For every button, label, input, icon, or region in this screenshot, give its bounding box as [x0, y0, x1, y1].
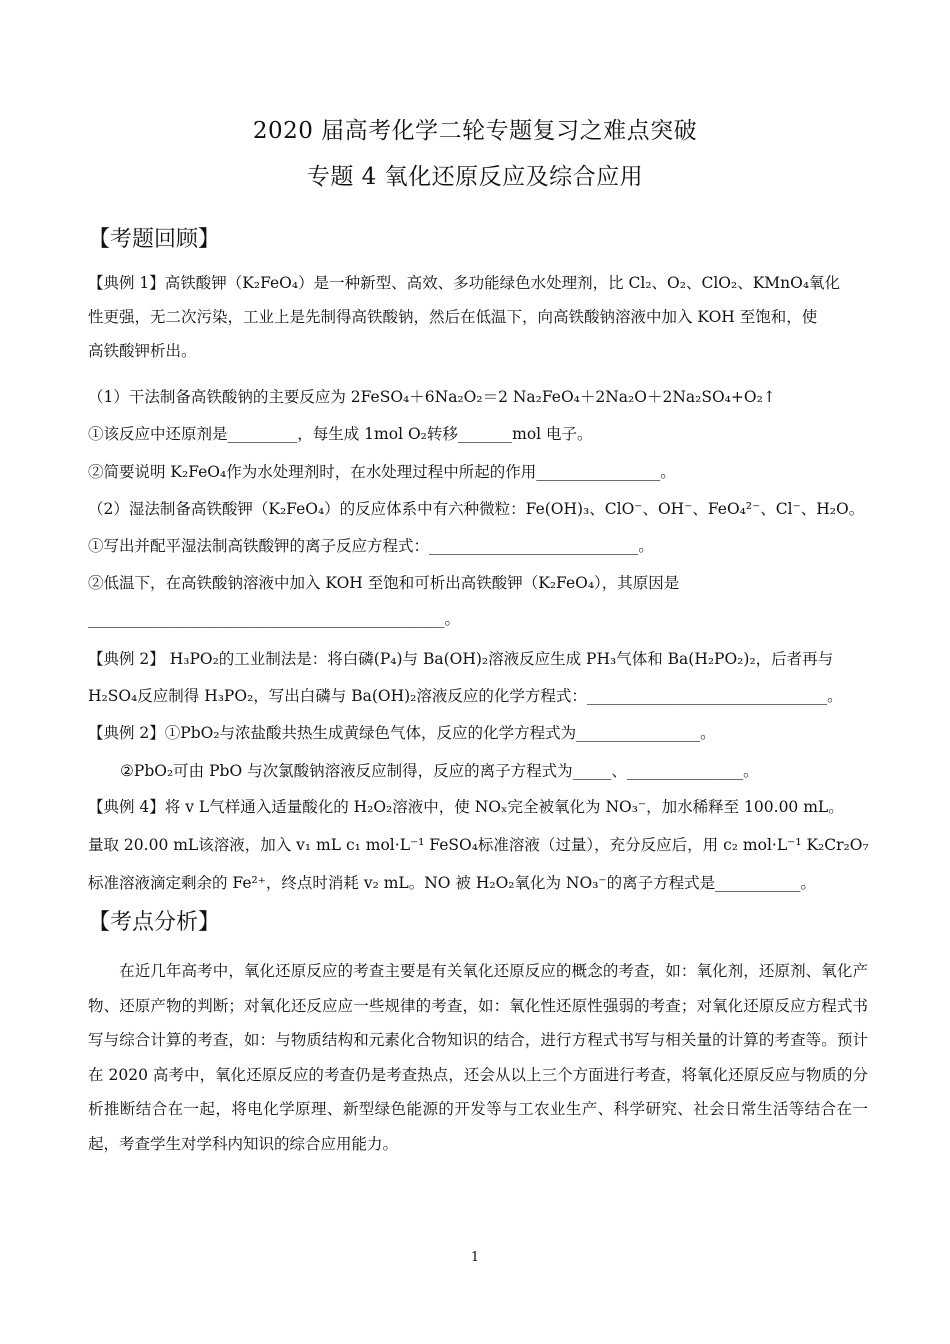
analysis-text: 在近几年高考中，氧化还原反应的考查主要是有关氧化还原反应的概念的考查，如：氧化剂，还原剂、氧化产物、还原产物的判断；对氧化还反应应一些规律的考查，如：氧化性还原性强弱的考查；对氧化还原反应方程式书写与综合计算的考查，如：与物质结构和元素化合物知识的结合，进行方程式书写与相关量的计算的考查等。预计在 2020 高考中，氧化还原反应的考查仍是考查热点，还会从以上三个方面进行考查，将氧化还原反应与物质的分析推断结合在一起，将电化学原理、新型绿色能源的开发等与工农业生产、科学研究、社会日常生活等结合在一起，考查学生对学科内知识的综合应用能力。 — [88, 962, 868, 1153]
text-line: ①该反应中还原剂是_________，每生成 1mol O₂转移_______mol 电子。 — [88, 425, 593, 443]
text-line: H₂SO₄反应制得 H₃PO₂，写出白磷与 Ba(OH)₂溶液反应的化学方程式：_______________________________。 — [88, 687, 843, 705]
text-line: 量取 20.00 mL该溶液，加入 v₁ mL c₁ mol·L⁻¹ FeSO₄标准溶液（过量），充分反应后，用 c₂ mol·L⁻¹ K₂Cr₂O₇ — [88, 836, 869, 854]
text-line: （2）湿法制备高铁酸钾（K₂FeO₄）的反应体系中有六种微粒：Fe(OH)₃、ClO⁻、OH⁻、FeO₄²⁻、Cl⁻、H₂O。 — [88, 500, 865, 518]
text-line: 【典例 2】 H₃PO₂的工业制法是：将白磷(P₄)与 Ba(OH)₂溶液反应生成 PH₃气体和 Ba(H₂PO₂)₂，后者再与 — [88, 650, 834, 668]
text-line: 高铁酸钾析出。 — [88, 342, 197, 360]
analysis-paragraph — [88, 954, 868, 1161]
text-line: ______________________________________________。 — [88, 610, 461, 628]
section-heading-review: 【考题回顾】 — [88, 227, 221, 252]
text-line: ②低温下，在高铁酸钠溶液中加入 KOH 至饱和可析出高铁酸钾（K₂FeO₄），其原因是 — [88, 574, 680, 592]
page-number: 1 — [470, 1250, 480, 1265]
text-line: 性更强，无二次污染，工业上是先制得高铁酸钠，然后在低温下，向高铁酸钠溶液中加入 KOH 至饱和，使 — [88, 308, 818, 326]
text-line: 【典例 2】①PbO₂与浓盐酸共热生成黄绿色气体，反应的化学方程式为________________。 — [88, 724, 716, 742]
document-subtitle: 专题 4 氧化还原反应及综合应用 — [306, 164, 644, 190]
text-line: （1）干法制备高铁酸钠的主要反应为 2FeSO₄＋6Na₂O₂＝2 Na₂FeO₄＋2Na₂O＋2Na₂SO₄+O₂↑ — [88, 388, 776, 406]
text-line: 标准溶液滴定剩余的 Fe²⁺，终点时消耗 v₂ mL。NO 被 H₂O₂氧化为 NO₃⁻的离子方程式是___________。 — [88, 874, 816, 892]
section-heading-analysis: 【考点分析】 — [88, 910, 221, 935]
text-line: 【典例 1】高铁酸钾（K₂FeO₄）是一种新型、高效、多功能绿色水处理剂，比 Cl₂、O₂、ClO₂、KMnO₄氧化 — [88, 274, 841, 292]
document-title: 2020 届高考化学二轮专题复习之难点突破 — [252, 118, 698, 144]
text-line: 【典例 4】将 v L气样通入适量酸化的 H₂O₂溶液中，使 NOₓ完全被氧化为 NO₃⁻，加水稀释至 100.00 mL。 — [88, 798, 844, 816]
text-line: ①写出并配平湿法制高铁酸钾的离子反应方程式：___________________________。 — [88, 537, 654, 555]
text-line: ②PbO₂可由 PbO 与次氯酸钠溶液反应制得，反应的离子方程式为_____、_______________。 — [120, 762, 759, 780]
text-line: ②简要说明 K₂FeO₄作为水处理剂时，在水处理过程中所起的作用________________。 — [88, 463, 676, 481]
